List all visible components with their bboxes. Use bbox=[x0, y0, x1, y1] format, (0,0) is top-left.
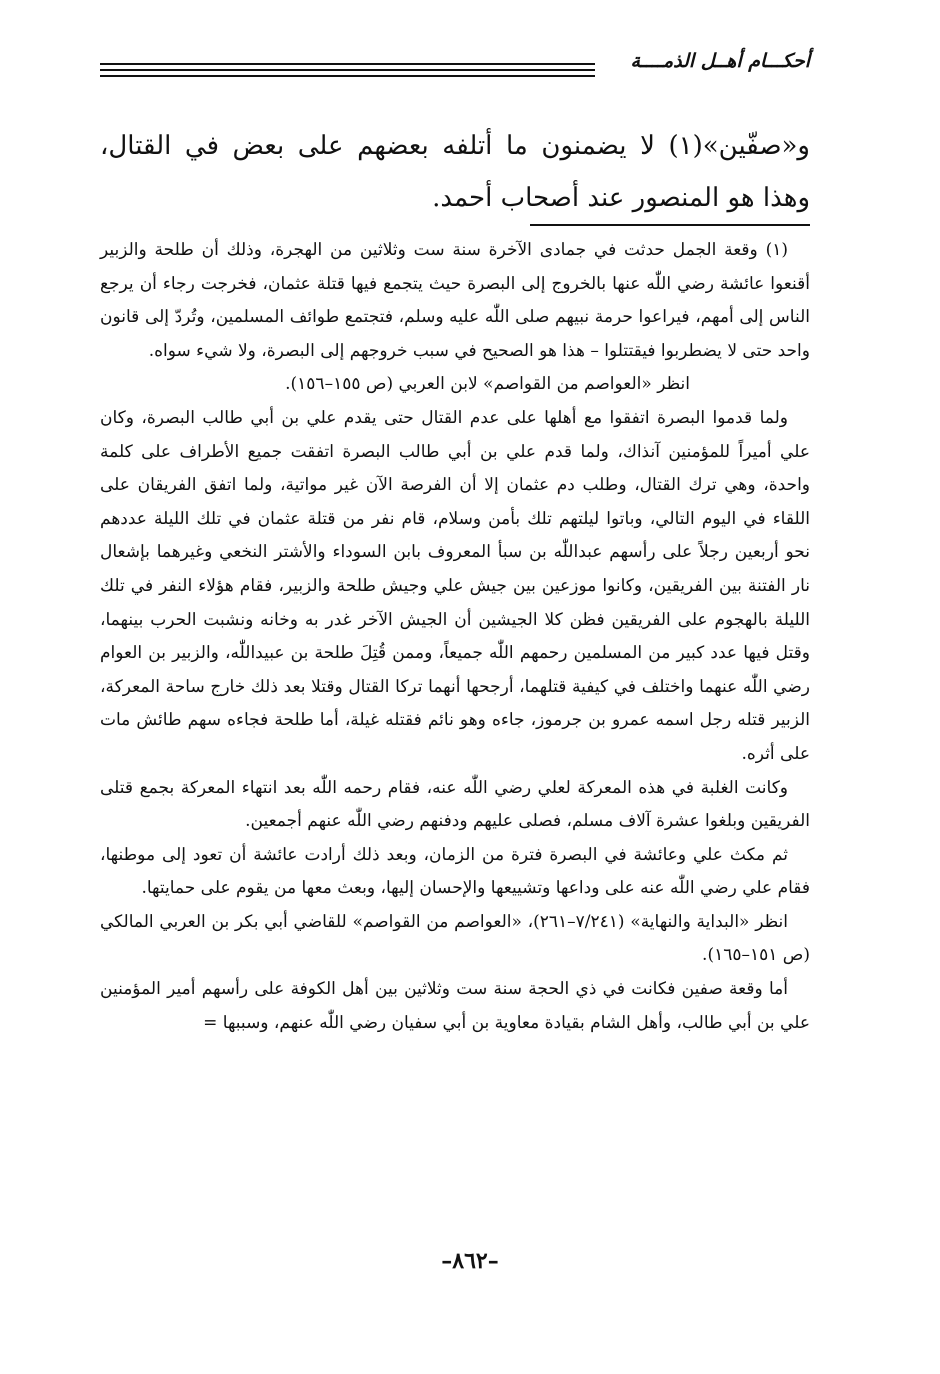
footnote-reference: انظر «العواصم من القواصم» لابن العربي (ص ١٥٥–١٥٦). bbox=[285, 374, 690, 395]
footnote-paragraph: (١) وقعة الجمل حدثت في جمادى الآخرة سنة ست وثلاثين من الهجرة، وذلك أن طلحة والزبير أقنعوا عائشة رضي اللّٰه عنها بالخروج إلى البصرة حيث يتجمع فيها قتلة عثمان، فخرجت رجاء أن يرجع الناس إلى أمهم، فيراعوا حرمة نبيهم صلى اللّٰه عليه وسلم، فتجتمع طوائف المسلمين، وتُردّ إلى قانون واحد حتى لا يضطربوا فيقتتلوا – هذا هو الصحيح في سبب خروجهم إلى البصرة، ولا شيء سواه. bbox=[100, 240, 810, 361]
main-text bbox=[100, 120, 810, 224]
footnote-paragraph: أما وقعة صفين فكانت في ذي الحجة سنة ست وثلاثين بين أهل الكوفة على رأسهم أمير المؤمنين علي بن أبي طالب، وأهل الشام بقيادة معاوية بن أبي سفيان رضي اللّٰه عنهم، وسببها = bbox=[100, 979, 810, 1033]
footnote-reference: انظر «البداية والنهاية» (٧/٢٤١–٢٦١)، «العواصم من القواصم» للقاضي أبي بكر بن العربي المالكي (ص ١٥١–١٦٥). bbox=[100, 911, 810, 966]
footnote-separator bbox=[530, 224, 810, 226]
footnotes bbox=[100, 234, 810, 1040]
footnote-paragraph: ثم مكث علي وعائشة في البصرة فترة من الزمان، وبعد ذلك أرادت عائشة أن تعود إلى موطنها، فقام علي رضي اللّٰه عنه على وداعها وتشييعها والإحسان إليها، وبعث معها من يقوم على حمايتها. bbox=[100, 844, 810, 899]
footnote-paragraph: وكانت الغلبة في هذه المعركة لعلي رضي اللّٰه عنه، فقام رحمه اللّٰه بعد انتهاء المعركة بجمع قتلى الفريقين وبلغوا عشرة آلاف مسلم، فصلى عليهم ودفنهم رضي اللّٰه عنهم أجمعين. bbox=[100, 777, 810, 832]
header-rule bbox=[100, 63, 595, 65]
header-rule bbox=[100, 75, 595, 77]
main-paragraph: و«صفّين»(١) لا يضمنون ما أتلفه بعضهم على بعض في القتال، وهذا هو المنصور عند أصحاب أحمد. bbox=[100, 131, 810, 213]
header-rule bbox=[100, 69, 595, 71]
page-header bbox=[100, 44, 810, 90]
page-number: –٨٦٢– bbox=[441, 1248, 499, 1274]
footnote-paragraph: ولما قدموا البصرة اتفقوا مع أهلها على عدم القتال حتى يقدم علي بن أبي طالب البصرة، وكان علي أميراً للمؤمنين آنذاك، ولما قدم علي بن أبي طالب البصرة اتفقت جميع الأطراف على كلمة واحدة، وهي ترك القتال، وطلب دم عثمان إلا أن الفرصة الآن غير مواتية، ولما اتفق الفريقان على اللقاء في اليوم التالي، وباتوا ليلتهم تلك بأمن وسلام، قام نفر من قتلة عثمان في تلك الليلة عددهم نحو أربعين رجلاً على رأسهم عبداللّٰه بن سبأ المعروف بابن السوداء والأشتر النخعي وغيرهما بإشعال نار الفتنة بين الفريقين، وكانوا موزعين بين جيش علي وجيش طلحة والزبير، فقام هؤلاء النفر في تلك الليلة بالهجوم على الفريقين فظن كلا الجيشين أن الجيش الآخر غدر به وخانه ونشبت الحرب بينهما، وقتل فيها عدد كبير من المسلمين رحمهم اللّٰه جميعاً، وممن قُتِلَ طلحة بن عبيداللّٰه، والزبير بن العوام رضي اللّٰه عنهما واختلف في كيفية قتلهما، أرجحها أنهما تركا القتال وقتلا بعد ذلك خارج ساحة المعركة، الزبير قتله رجل اسمه عمرو بن جرموز، جاءه وهو نائم فقتله غيلة، أما طلحة فجاءه سهم طائش مات على أثره. bbox=[100, 407, 810, 764]
running-title: أحكـــام أهــل الذمــــة bbox=[619, 50, 811, 72]
